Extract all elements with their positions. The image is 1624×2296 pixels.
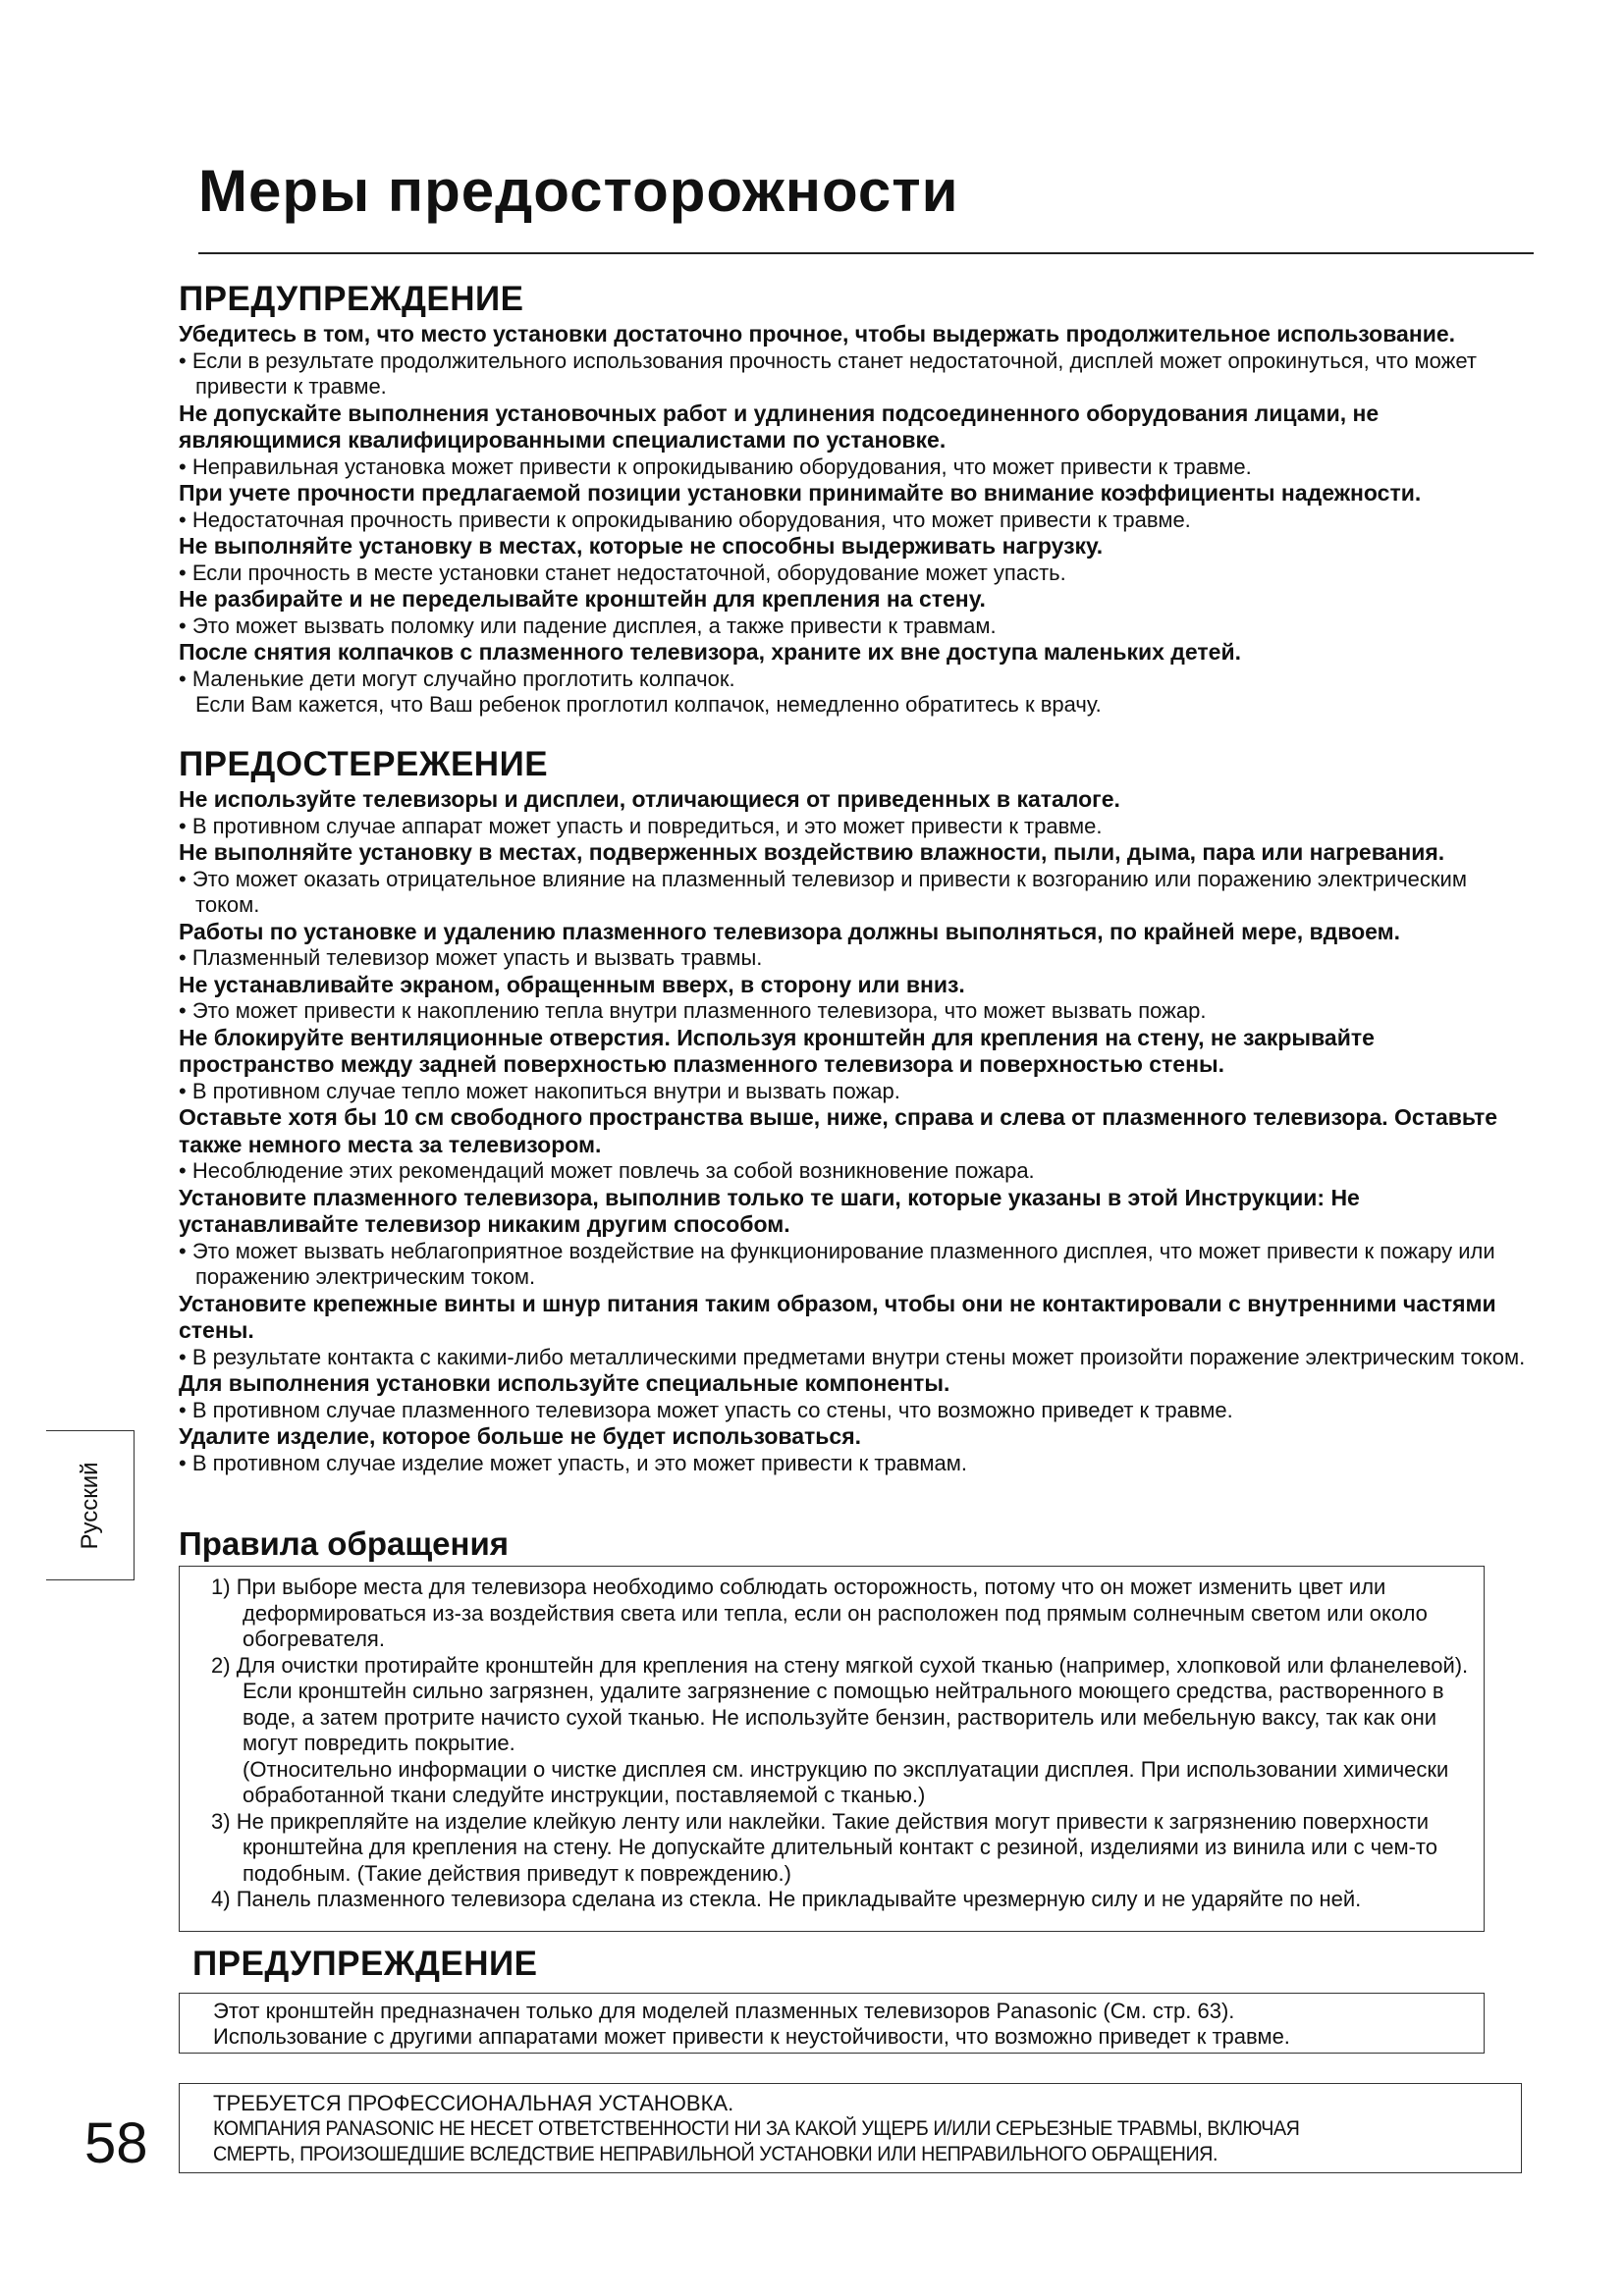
caution-heading: ПРЕДОСТЕРЕЖЕНИЕ	[179, 745, 549, 783]
handling-item-number: 1)	[211, 1575, 231, 1599]
precaution-bullet: • Это может оказать отрицательное влияние на плазменный телевизор и привести к возгоранию или поражению электрическим током.	[179, 866, 1467, 917]
page-title: Меры предосторожности	[198, 158, 959, 224]
precaution-title: Работы по установке и удалению плазменного телевизора должны выполняться, по крайней мере, вдвоем.	[179, 918, 1401, 944]
precaution-item	[179, 1423, 1534, 1476]
precaution-item	[179, 1025, 1534, 1105]
precaution-bullet: • Плазменный телевизор может упасть и вызвать травмы.	[179, 945, 763, 970]
precaution-item	[179, 480, 1534, 533]
handling-item-note: (Относительно информации о чистке дисплея см. инструкцию по эксплуатации дисплея. При использовании химически обработанной ткани следуйте инструкции, поставляемой с тканью.)	[243, 1756, 1449, 1807]
precaution-item	[179, 586, 1534, 639]
precaution-bullet: • В противном случае плазменного телевизора может упасть со стены, что возможно приведет к травме.	[179, 1397, 1233, 1422]
handling-item	[191, 1809, 1472, 1888]
precaution-item	[179, 972, 1534, 1025]
precaution-item	[179, 400, 1534, 481]
legal-line: КОМПАНИЯ PANASONIC НЕ НЕСЕТ ОТВЕТСТВЕННОСТИ НИ ЗА КАКОЙ УЩЕРБ И/ИЛИ СЕРЬЕЗНЫЕ ТРАВМЫ, ВКЛЮЧАЯ	[213, 2117, 1300, 2140]
language-label: Русский	[76, 1461, 103, 1550]
precaution-bullet: • Если прочность в месте установки станет недостаточной, оборудование может упасть.	[179, 560, 1066, 585]
precaution-title: Для выполнения установки используйте специальные компоненты.	[179, 1370, 950, 1396]
precaution-title: Не используйте телевизоры и дисплеи, отличающиеся от приведенных в каталоге.	[179, 786, 1120, 812]
precaution-bullet: • В результате контакта с какими-либо металлическими предметами внутри стены может произойти поражение электрическим током.	[179, 1344, 1526, 1369]
precaution-item	[179, 786, 1534, 839]
handling-item-number: 4)	[211, 1887, 231, 1911]
precaution-item	[179, 1291, 1534, 1371]
handling-item-text: Панель плазменного телевизора сделана из стекла. Не прикладывайте чрезмерную силу и не ударяйте по ней.	[236, 1887, 1362, 1911]
precaution-item	[179, 1370, 1534, 1423]
page-number: 58	[84, 2111, 148, 2175]
handling-item-number: 3)	[211, 1808, 231, 1834]
handling-item-text: Для очистки протирайте кронштейн для крепления на стену мягкой сухой тканью (например, хлопковой или фланелевой). Если кронштейн сильно загрязнен, удалите загрязнение с помощью нейтрального моющего средства, растворенного в воде, а затем протрите начисто сухой тканью. Не используйте бензин, растворитель или мебельную ваксу, так как они могут повредить покрытие.	[236, 1652, 1469, 1755]
precaution-item	[179, 533, 1534, 586]
title-rule	[198, 252, 1534, 254]
warning2-box	[179, 1993, 1485, 2054]
precaution-title: Установите крепежные винты и шнур питания таким образом, чтобы они не контактировали с внутренними частями стены.	[179, 1290, 1496, 1343]
legal-line: СМЕРТЬ, ПРОИЗОШЕДШИЕ ВСЛЕДСТВИЕ НЕПРАВИЛЬНОЙ УСТАНОВКИ ИЛИ НЕПРАВИЛЬНОГО ОБРАЩЕНИЯ.	[213, 2143, 1218, 2165]
precaution-title: Не разбирайте и не переделывайте кронштейн для крепления на стену.	[179, 586, 986, 612]
handling-heading: Правила обращения	[179, 1525, 510, 1562]
precaution-title: Не устанавливайте экраном, обращенным вверх, в сторону или вниз.	[179, 971, 965, 997]
precaution-title: Не выполняйте установку в местах, подверженных воздействию влажности, пыли, дыма, пара или нагревания.	[179, 839, 1445, 865]
handling-item	[191, 1653, 1472, 1809]
warning2-line: Использование с другими аппаратами может привести к неустойчивости, что возможно приведет к травме.	[213, 2024, 1290, 2049]
precaution-item	[179, 321, 1534, 400]
legal-box	[179, 2083, 1522, 2173]
caution-list	[179, 786, 1534, 1476]
precaution-title: Удалите изделие, которое больше не будет использоваться.	[179, 1423, 862, 1449]
precaution-item	[179, 639, 1534, 719]
language-side-tab	[46, 1430, 135, 1580]
precaution-title: Установите плазменного телевизора, выполнив только те шаги, которые указаны в этой Инструкции: Не устанавливайте телевизор никаким другим способом.	[179, 1184, 1360, 1237]
warning2-line: Этот кронштейн предназначен только для моделей плазменных телевизоров Panasonic (См. стр. 63).	[213, 1999, 1235, 2023]
precaution-item	[179, 919, 1534, 972]
precaution-bullet: • Это может вызвать поломку или падение дисплея, а также привести к травмам.	[179, 613, 997, 638]
handling-list	[191, 1575, 1472, 1913]
precaution-title: Не допускайте выполнения установочных работ и удлинения подсоединенного оборудования лицами, не являющимися квалифицированными специалистами по установке.	[179, 400, 1380, 453]
precaution-bullet: • Неправильная установка может привести к опрокидыванию оборудования, что может привести к травме.	[179, 454, 1252, 479]
precaution-item	[179, 1185, 1534, 1291]
warning-list	[179, 321, 1534, 719]
precaution-bullet: • В противном случае аппарат может упасть и повредиться, и это может привести к травме.	[179, 813, 1103, 838]
precaution-bullet: • Маленькие дети могут случайно проглотить колпачок.	[179, 666, 735, 691]
precaution-item	[179, 839, 1534, 919]
precaution-bullet: • В противном случае тепло может накопиться внутри и вызвать пожар.	[179, 1078, 900, 1103]
precaution-title: Убедитесь в том, что место установки достаточно прочное, чтобы выдержать продолжительное использование.	[179, 321, 1456, 347]
precaution-title: Не блокируйте вентиляционные отверстия. Используя кронштейн для крепления на стену, не закрывайте пространство между задней поверхностью плазменного телевизора и поверхностью стены.	[179, 1024, 1375, 1077]
precaution-bullet: • Несоблюдение этих рекомендаций может повлечь за собой возникновение пожара.	[179, 1158, 1035, 1183]
precaution-bullet: • Недостаточная прочность привести к опрокидыванию оборудования, что может привести к травме.	[179, 507, 1191, 532]
precaution-title: Оставьте хотя бы 10 см свободного пространства выше, ниже, справа и слева от плазменного телевизора. Оставьте также немного места за телевизором.	[179, 1104, 1498, 1157]
handling-item	[191, 1575, 1472, 1653]
handling-item-number: 2)	[211, 1652, 231, 1678]
precaution-title: Не выполняйте установку в местах, которые не способны выдерживать нагрузку.	[179, 533, 1104, 559]
precaution-title: После снятия колпачков с плазменного телевизора, храните их вне доступа маленьких детей.	[179, 639, 1241, 665]
handling-item-text: При выборе места для телевизора необходимо соблюдать осторожность, потому что он может изменить цвет или деформироваться из-за воздействия света или тепла, если он расположен под прямым солнечным светом или около обогревателя.	[236, 1575, 1428, 1651]
warning-section	[179, 278, 1534, 719]
precaution-bullet: • Это может привести к накоплению тепла внутри плазменного телевизора, что может вызвать пожар.	[179, 998, 1207, 1023]
handling-item-text: Не прикрепляйте на изделие клейкую ленту или наклейки. Такие действия могут привести к загрязнению поверхности кронштейна для крепления на стену. Не допускайте длительный контакт с резиной, изделиями из винила или с чем-то подобным. (Такие действия приведут к повреждению.)	[236, 1808, 1437, 1886]
precaution-bullet: • В противном случае изделие может упасть, и это может привести к травмам.	[179, 1450, 967, 1475]
precaution-bullet: • Если в результате продолжительного использования прочность станет недостаточной, дисплей может опрокинуться, что может привести к травме.	[179, 347, 1477, 399]
warning-heading: ПРЕДУПРЕЖДЕНИЕ	[179, 280, 524, 318]
precaution-bullet-continuation: Если Вам кажется, что Ваш ребенок проглотил колпачок, немедленно обратитесь к врачу.	[195, 692, 1102, 717]
caution-section	[179, 743, 1534, 1476]
handling-item	[191, 1887, 1472, 1913]
precaution-bullet: • Это может вызвать неблагоприятное воздействие на функционирование плазменного дисплея, что может привести к пожару или поражению электрическим током.	[179, 1238, 1495, 1289]
warning2-heading: ПРЕДУПРЕЖДЕНИЕ	[192, 1945, 538, 1983]
legal-heading: ТРЕБУЕТСЯ ПРОФЕССИОНАЛЬНАЯ УСТАНОВКА.	[213, 2091, 734, 2115]
handling-box	[179, 1566, 1485, 1932]
precaution-title: При учете прочности предлагаемой позиции установки принимайте во внимание коэффициенты надежности.	[179, 480, 1422, 506]
precaution-item	[179, 1104, 1534, 1185]
